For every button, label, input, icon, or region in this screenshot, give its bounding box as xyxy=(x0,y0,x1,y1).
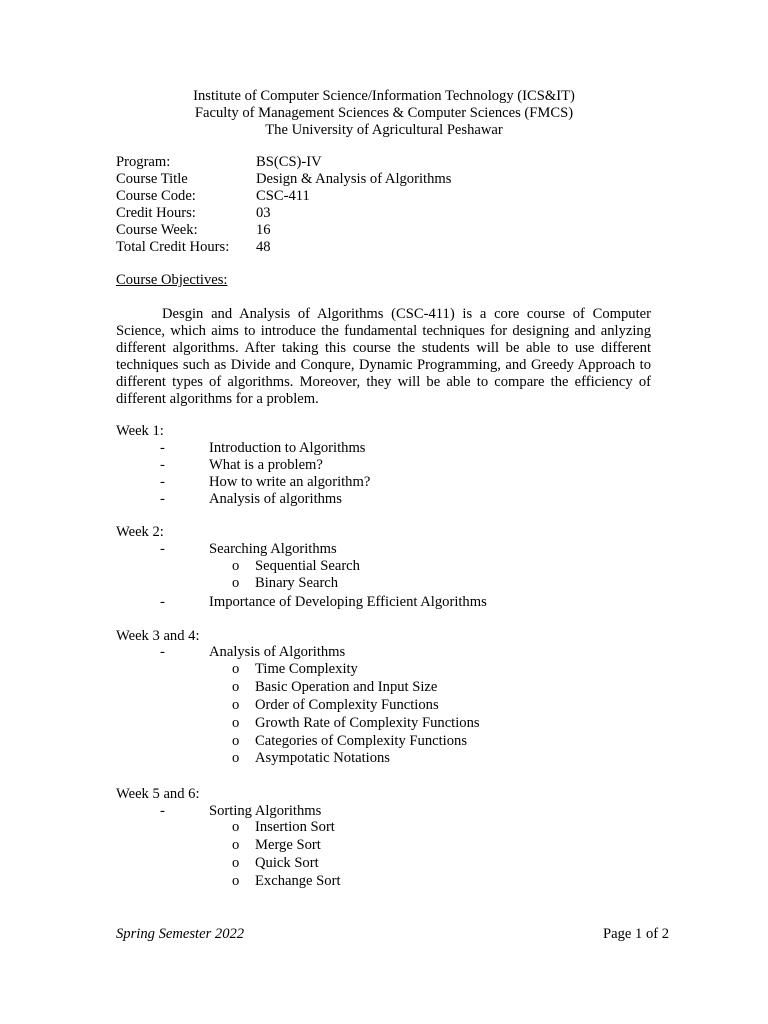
list-dash: - xyxy=(160,803,165,819)
week-5-6-heading: Week 5 and 6: xyxy=(116,786,200,802)
course-info-label: Credit Hours: xyxy=(116,205,196,221)
sub-list-item: Exchange Sort xyxy=(255,873,341,889)
header-line-faculty: Faculty of Management Sciences & Computer Sciences (FMCS) xyxy=(194,105,574,121)
sub-list-item: Asympotatic Notations xyxy=(255,750,390,766)
list-dash: - xyxy=(160,474,165,490)
institution-header xyxy=(0,88,768,139)
list-dash: - xyxy=(160,541,165,557)
sub-bullet: o xyxy=(232,575,240,591)
sub-list-item: Insertion Sort xyxy=(255,819,335,835)
list-item: Sorting Algorithms xyxy=(209,803,322,819)
course-info-value: 16 xyxy=(256,222,271,238)
sub-list-item: Basic Operation and Input Size xyxy=(255,679,438,695)
week-3-4-heading: Week 3 and 4: xyxy=(116,628,200,644)
sub-list-item: Time Complexity xyxy=(255,661,358,677)
list-item: Analysis of algorithms xyxy=(209,491,342,507)
course-info-row xyxy=(116,171,451,188)
list-dash: - xyxy=(160,491,165,507)
course-info-row xyxy=(116,222,451,239)
sub-bullet: o xyxy=(232,750,240,766)
course-info-row xyxy=(116,154,451,171)
week-2-heading: Week 2: xyxy=(116,524,164,540)
list-item: Searching Algorithms xyxy=(209,541,337,557)
header-line-university: The University of Agricultural Peshawar xyxy=(265,122,503,138)
sub-list-item: Binary Search xyxy=(255,575,339,591)
sub-list-item: Sequential Search xyxy=(255,558,360,574)
footer-page-number: Page 1 of 2 xyxy=(603,926,670,942)
sub-bullet: o xyxy=(232,819,240,835)
sub-bullet: o xyxy=(232,661,240,677)
course-info-label: Total Credit Hours: xyxy=(116,239,230,255)
header-line-institute: Institute of Computer Science/Information Technology (ICS&IT) xyxy=(193,88,575,104)
list-item: How to write an algorithm? xyxy=(209,474,371,490)
list-item: Importance of Developing Efficient Algorithms xyxy=(209,594,487,610)
sub-list-item: Quick Sort xyxy=(255,855,319,871)
sub-list-item: Categories of Complexity Functions xyxy=(255,733,467,749)
objectives-paragraph: Desgin and Analysis of Algorithms (CSC-411) is a core course of Computer Science, which aims to introduce the fundamental techniques for designing and anlyzing different algorithms. After taking this course the students will be able to use different techniques such as Divide and Conqure, Dynamic Programming, and Greedy Approach to different types of algorithms. Moreover, they will be able to compare the efficiency of different algorithms for a problem. xyxy=(116,306,651,407)
course-info-value: 03 xyxy=(256,205,271,221)
footer-semester: Spring Semester 2022 xyxy=(116,926,245,942)
course-info-block xyxy=(116,154,451,256)
list-item: What is a problem? xyxy=(209,457,323,473)
sub-bullet: o xyxy=(232,873,240,889)
list-item: Analysis of Algorithms xyxy=(209,644,346,660)
course-info-value: 48 xyxy=(256,239,271,255)
list-item: Introduction to Algorithms xyxy=(209,440,366,456)
list-dash: - xyxy=(160,644,165,660)
sub-list-item: Order of Complexity Functions xyxy=(255,697,439,713)
course-info-row xyxy=(116,205,451,222)
course-info-label: Program: xyxy=(116,154,171,170)
course-info-label: Course Week: xyxy=(116,222,198,238)
sub-bullet: o xyxy=(232,558,240,574)
week-1-heading: Week 1: xyxy=(116,423,164,439)
course-info-value: Design & Analysis of Algorithms xyxy=(256,171,452,187)
sub-bullet: o xyxy=(232,697,240,713)
sub-list-item: Merge Sort xyxy=(255,837,321,853)
sub-bullet: o xyxy=(232,733,240,749)
sub-list-item: Growth Rate of Complexity Functions xyxy=(255,715,480,731)
course-info-row xyxy=(116,188,451,205)
list-dash: - xyxy=(160,440,165,456)
list-dash: - xyxy=(160,457,165,473)
course-info-value: CSC-411 xyxy=(256,188,310,204)
course-info-value: BS(CS)-IV xyxy=(256,154,322,170)
course-info-label: Course Title xyxy=(116,171,188,187)
sub-bullet: o xyxy=(232,837,240,853)
sub-bullet: o xyxy=(232,679,240,695)
sub-bullet: o xyxy=(232,855,240,871)
sub-bullet: o xyxy=(232,715,240,731)
course-info-label: Course Code: xyxy=(116,188,196,204)
course-info-row xyxy=(116,239,451,256)
objectives-heading: Course Objectives: xyxy=(116,272,228,288)
list-dash: - xyxy=(160,594,165,610)
